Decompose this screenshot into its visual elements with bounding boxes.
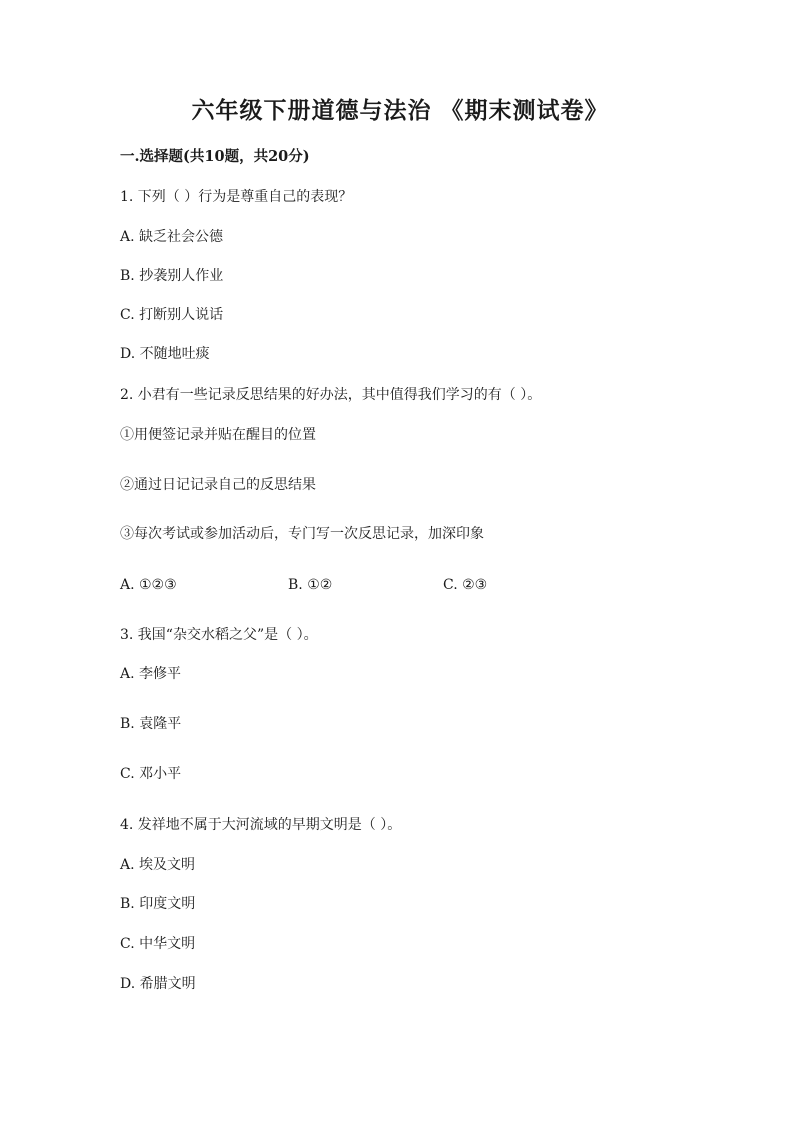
question-3-option-a: A. 李修平: [120, 666, 182, 682]
question-2-statement-2: ②通过日记记录自己的反思结果: [120, 477, 316, 493]
question-1-stem: 1. 下列（ ）行为是尊重自己的表现？: [120, 189, 353, 205]
document-title: 六年级下册道德与法治 《期末测试卷》: [191, 97, 609, 124]
question-1-option-a: A. 缺乏社会公德: [120, 229, 224, 245]
question-3-stem: 3. 我国“杂交水稻之父”是（ ）。: [120, 627, 318, 643]
question-3-option-c: C. 邓小平: [120, 766, 182, 782]
question-4-option-a: A. 埃及文明: [120, 857, 196, 873]
question-2-stem: 2. 小君有一些记录反思结果的好办法，其中值得我们学习的有（ ）。: [120, 387, 542, 403]
question-3-option-b: B. 袁隆平: [120, 716, 182, 732]
question-4-option-d: D. 希腊文明: [120, 976, 196, 992]
question-2-statement-3: ③每次考试或参加活动后，专门写一次反思记录，加深印象: [120, 526, 484, 542]
section-heading: 一.选择题(共10题，共20分): [120, 148, 310, 165]
question-2-option-c: C. ②③: [443, 577, 488, 593]
question-4-option-c: C. 中华文明: [120, 936, 196, 952]
question-1-option-b: B. 抄袭别人作业: [120, 268, 224, 284]
question-1-option-c: C. 打断别人说话: [120, 307, 224, 323]
question-2-option-b: B. ①②: [288, 577, 333, 593]
question-1-option-d: D. 不随地吐痰: [120, 346, 210, 362]
question-2-option-a: A. ①②③: [120, 577, 177, 593]
question-4-stem: 4. 发祥地不属于大河流域的早期文明是（ ）。: [120, 817, 402, 833]
question-4-option-b: B. 印度文明: [120, 896, 196, 912]
question-2-statement-1: ①用便签记录并贴在醒目的位置: [120, 427, 316, 443]
